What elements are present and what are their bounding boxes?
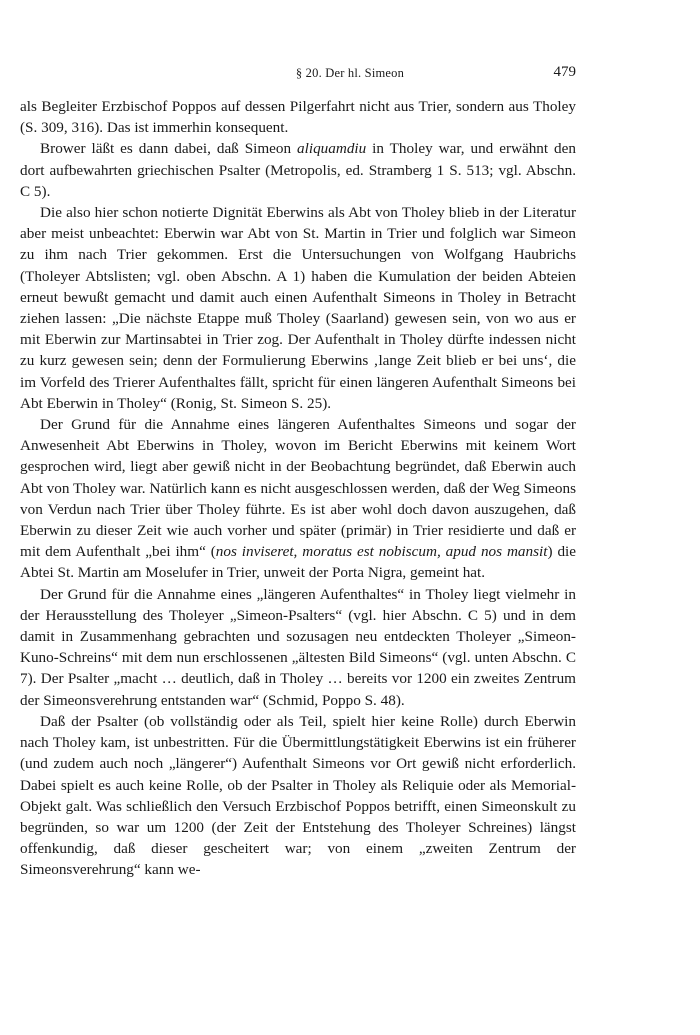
- paragraph: [20, 138, 576, 202]
- page-number: 479: [553, 64, 576, 80]
- text-segment: ) die Abtei St. Martin am Moselufer in Trier, unweit der Porta Nigra, gemeint hat.: [20, 543, 576, 582]
- paragraph: [20, 584, 576, 711]
- text-segment: Brower läßt es dann dabei, daß Simeon: [40, 140, 298, 158]
- text-segment: als Begleiter Erzbischof Poppos auf dessen Pilgerfahrt nicht aus Trier, sondern aus Tholey (S. 309, 316). Das ist immerhin konsequent.: [20, 98, 576, 137]
- text-segment: Die also hier schon notierte Dignität Eberwins als Abt von Tholey blieb in der Literatur aber meist unbeachtet: Eberwin war Abt von St. Martin in Trier und folglich war Simeon zu ihm nach Trier gekommen. Erst die Untersuchungen von Wolfgang Haubrichs (Tholeyer Abtslisten; vgl. oben Abschn. A 1) haben die Kumulation der beiden Abteien erneut bewußt gemacht und damit auch einen Aufenthalt Simeons in Tholey in Betracht ziehen lassen: „Die nächste Etappe muß Tholey (Saarland) gewesen sein, von wo aus er mit Eberwin zur Martinsabtei in Trier zog. Der Aufenthalt in Tholey dürfte indessen nicht zu kurz gewesen sein; denn der Formulierung Eberwins ‚lange Zeit blieb er bei uns‘, die im Vorfeld des Trierer Aufenthaltes fällt, spricht für einen längeren Aufenthalt Simeons bei Abt Eberwin in Tholey“ (Ronig, St. Simeon S. 25).: [20, 204, 576, 412]
- body-text: [20, 96, 576, 881]
- text-segment: Der Grund für die Annahme eines längeren Aufenthaltes Simeons und sogar der Anwesenheit Abt Eberwins in Tholey, wovon im Bericht Eberwins mit keinem Wort gesprochen wird, liegt aber gewiß nicht in der Beobachtung begründet, daß Eberwin auch Abt von Tholey war. Natürlich kann es nicht ausgeschlossen werden, daß der Weg Simeons von Verdun nach Trier über Tholey führte. Es ist aber wohl doch davon auszugehen, daß Eberwin zu dieser Zeit wie auch vorher und später (primär) in Trier residierte und daß er mit dem Aufenthalt „bei ihm“ (: [20, 416, 576, 561]
- italic-quote: nos inviseret, moratus est nobiscum, apud nos mansit: [215, 543, 548, 561]
- running-head: [0, 64, 700, 84]
- paragraph: [20, 96, 576, 138]
- paragraph: [20, 414, 576, 584]
- text-segment: Daß der Psalter (ob vollständig oder als Teil, spielt hier keine Rolle) durch Eberwin nach Tholey kam, ist unbestritten. Für die Übermittlungstätigkeit Eberwins ist ein früherer (und zudem auch noch „längerer“) Aufenthalt Simeons vor Ort gewiß nicht erforderlich. Dabei spielt es auch keine Rolle, ob der Psalter in Tholey als Reliquie oder als Memorial-Objekt galt. Was schließlich den Versuch Erzbischof Poppos betrifft, einen Simeonskult zu begründen, so war um 1200 (der Zeit der Entstehung des Tholeyer Schreines) längst offenkundig, daß dieser gescheitert war; von einem „zweiten Zentrum der Simeonsverehrung“ kann we-: [20, 712, 576, 879]
- italic-quote: aliquamdiu: [297, 140, 367, 158]
- text-segment: Der Grund für die Annahme eines „längeren Aufenthaltes“ in Tholey liegt vielmehr in der Herausstellung des Tholeyer „Simeon-Psalters“ (vgl. hier Abschn. C 5) und in dem damit in Zusammenhang gebrachten und sozusagen neu entdeckten Tholeyer „Simeon-Kuno-Schreins“ mit dem nun erschlossenen „ältesten Bild Simeons“ (vgl. unten Abschn. C 7). Der Psalter „macht … deutlich, daß in Tholey … bereits vor 1200 ein zweites Zentrum der Simeonsverehrung entstanden war“ (Schmid, Poppo S. 48).: [20, 585, 576, 709]
- paragraph: [20, 711, 576, 881]
- paragraph: [20, 202, 576, 414]
- running-title: § 20. Der hl. Simeon: [295, 66, 405, 80]
- text-segment: in Tholey war, und erwähnt den dort aufbewahrten griechischen Psalter (Metropolis, ed. Stramberg 1 S. 513; vgl. Abschn. C 5).: [20, 140, 576, 200]
